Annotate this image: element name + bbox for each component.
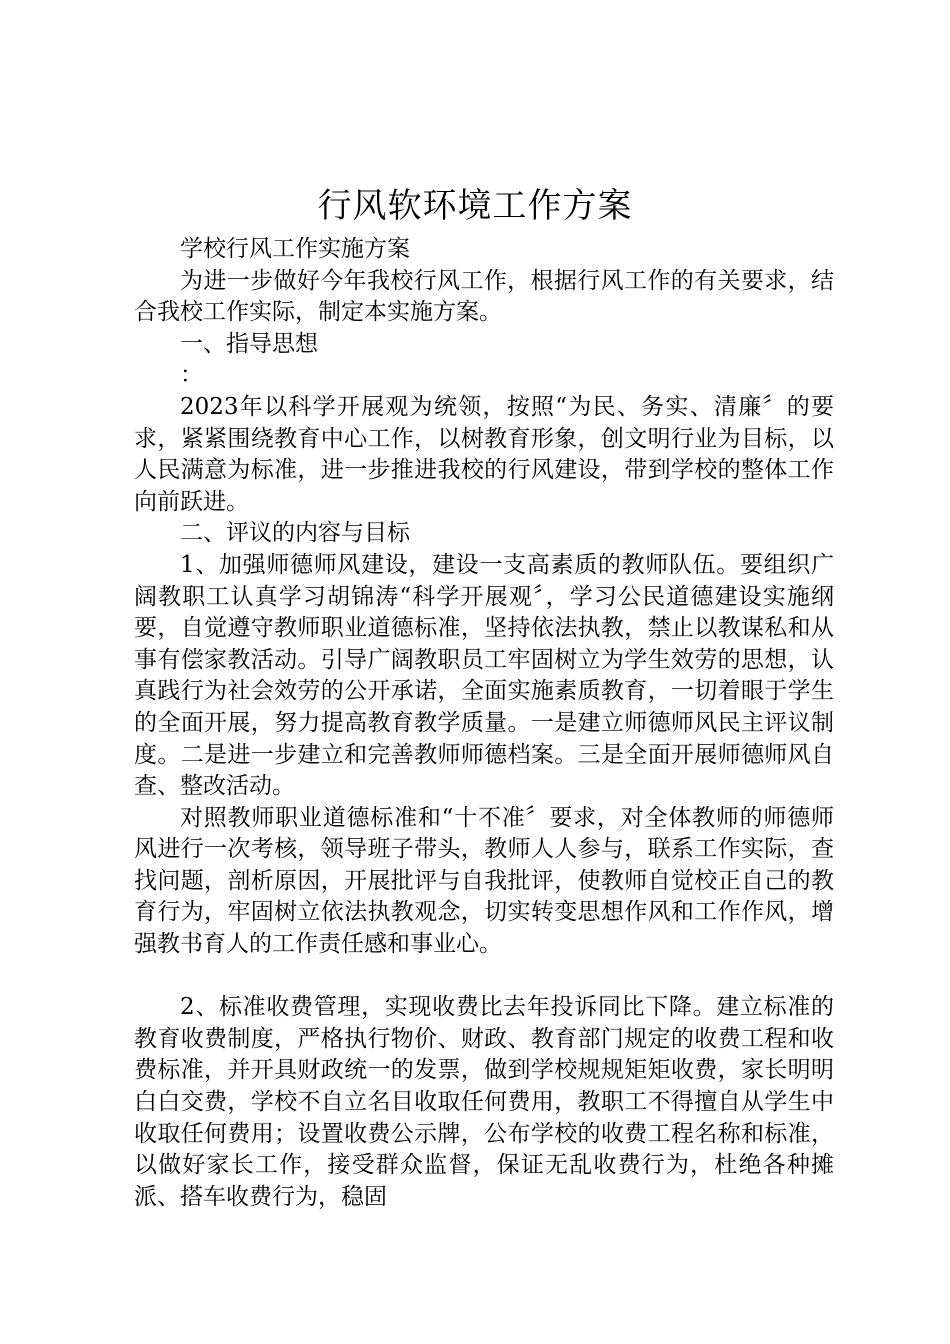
subtitle-paragraph: 学校行风工作实施方案 — [180, 236, 410, 262]
intro-paragraph: 为进一步做好今年我校行风工作，根据行风工作的有关要求，结合我校工作实际，制定本实施方案。 — [134, 267, 834, 326]
document-body — [134, 234, 834, 1213]
colon-line: ： — [180, 362, 203, 389]
section-heading-guiding-ideology: 一、指导思想 — [180, 330, 318, 357]
ethics-review-paragraph: 对照教师职业道德标准和“十不准〞要求，对全体教师的师德师风进行一次考核，领导班子带头，教师人人参与，联系工作实际，查找问题，剖析原因，开展批评与自我批评，使教师自觉校正自己的教育行为，牢固树立依法执教观念，切实转变思想作风和工作作风，增强教书育人的工作责任感和事业心。 — [134, 804, 834, 958]
teacher-ethics-paragraph: 1、加强师德师风建设，建设一支高素质的教师队伍。要组织广阔教职工认真学习胡锦涛“科学开展观〞，学习公民道德建设实施纲要，自觉遵守教师职业道德标准，坚持依法执教，禁止以教谋私和从事有偿家教活动。引导广阔教职员工牢固树立为学生效劳的思想，认真践行为社会效劳的公开承诺，全面实施素质教育，一切着眼于学生的全面开展，努力提高教育教学质量。一是建立师德师风民主评议制度。二是进一步建立和完善教师师德档案。三是全面开展师德师风自查、整改活动。 — [134, 551, 834, 800]
fee-management-paragraph: 2、标准收费管理，实现收费比去年投诉同比下降。建立标准的教育收费制度，严格执行物价、财政、教育部门规定的收费工程和收费标准，并开具财政统一的发票，做到学校规规矩矩收费，家长明明白白交费，学校不自立名目收取任何费用，教职工不得擅自从学生中收取任何费用；设置收费公示牌，公布学校的收费工程名称和标准，以做好家长工作，接受群众监督，保证无乱收费行为，杜绝各种摊派、搭车收费行为，稳固 — [134, 994, 834, 1210]
paragraph-gap — [134, 961, 834, 993]
document-title: 行风软环境工作方案 — [317, 186, 633, 226]
ideology-paragraph: 2023年以科学开展观为统领，按照“为民、务实、清廉〞的要求，紧紧围绕教育中心工作，以树教育形象，创文明行业为目标，以人民满意为标准，进一步推进我校的行风建设，带到学校的整体工作向前跃进。 — [134, 393, 834, 515]
section-heading-content-goals: 二、评议的内容与目标 — [180, 520, 410, 547]
